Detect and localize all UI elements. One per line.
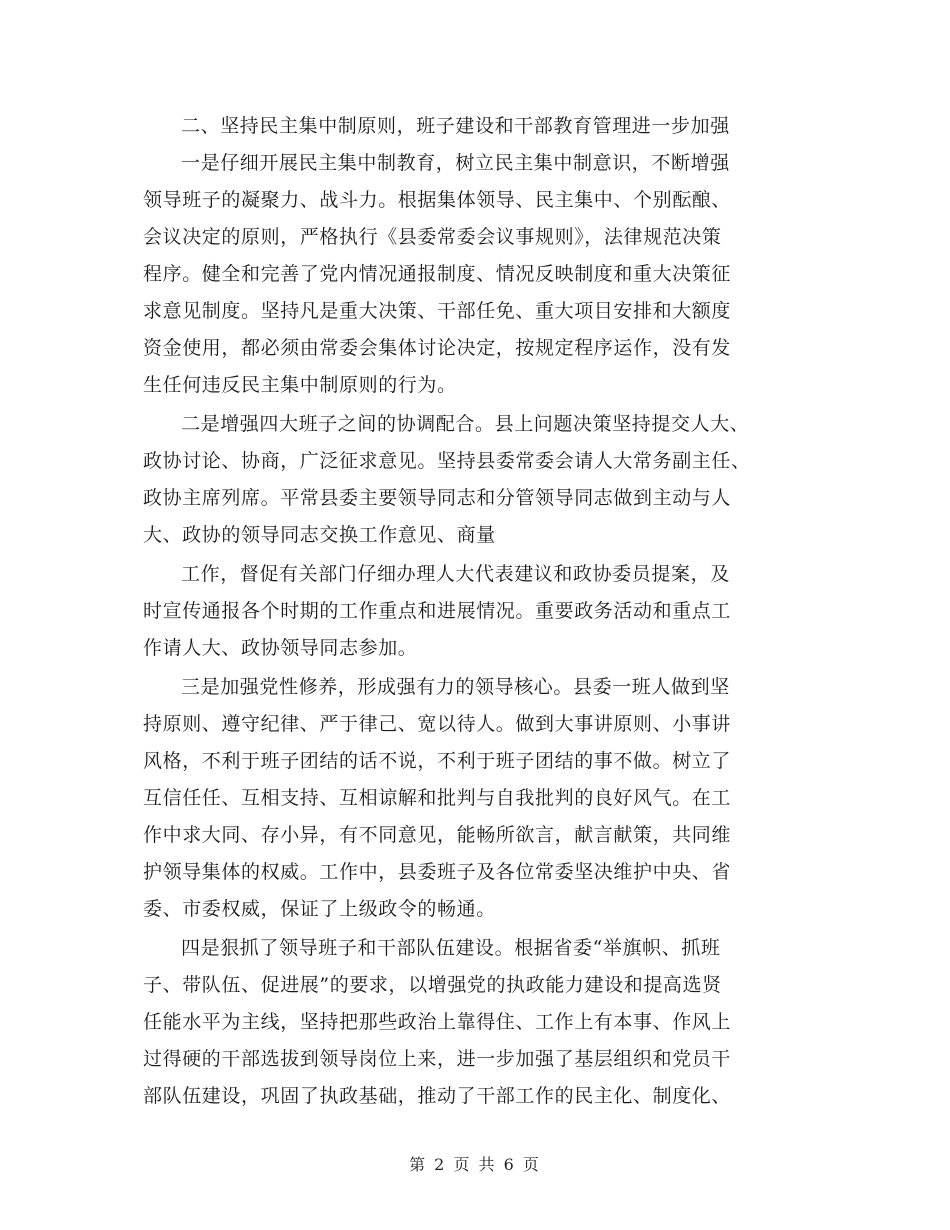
text-line: 过得硬的干部选拔到领导岗位上来，进一步加强了基层组织和党员干 bbox=[143, 1048, 732, 1070]
text-line: 部队伍建设，巩固了执政基础，推动了干部工作的民主化、制度化、 bbox=[143, 1085, 732, 1107]
text-line: 子、带队伍、促进展”的要求，以增强党的执政能力建设和提高选贤 bbox=[143, 974, 722, 996]
text-line: 互信任任、互相支持、互相谅解和批判与自我批判的良好风气。在工 bbox=[143, 787, 732, 809]
paragraph-1 bbox=[143, 145, 811, 404]
text-line: 风格，不利于班子团结的话不说，不利于班子团结的事不做。树立了 bbox=[143, 750, 732, 772]
text-line: 时宣传通报各个时期的工作重点和进展情况。重要政务活动和重点工 bbox=[143, 600, 732, 622]
text-line: 三是加强党性修养，形成强有力的领导核心。县委一班人做到坚 bbox=[181, 676, 730, 698]
text-line: 程序。健全和完善了党内情况通报制度、情况反映制度和重大决策征 bbox=[143, 263, 732, 285]
text-line: 持原则、遵守纪律、严于律己、宽以待人。做到大事讲原则、小事讲 bbox=[143, 713, 732, 735]
section-heading bbox=[143, 108, 811, 145]
text-line: 委、市委权威，保证了上级政令的畅通。 bbox=[143, 898, 496, 920]
text-line: 工作，督促有关部门仔细办理人大代表建议和政协委员提案，及 bbox=[181, 563, 730, 585]
text-line: 作中求大同、存小异，有不同意见，能畅所欲言，献言献策，共同维 bbox=[143, 824, 732, 846]
text-line: 一是仔细开展民主集中制教育，树立民主集中制意识，不断增强 bbox=[181, 152, 730, 174]
text-line: 领导班子的凝聚力、战斗力。根据集体领导、民主集中、个别酝酿、 bbox=[143, 189, 732, 211]
text-line: 任能水平为主线，坚持把那些政治上靠得住、工作上有本事、作风上 bbox=[143, 1011, 732, 1033]
document-body bbox=[143, 108, 811, 1117]
text-line: 生任何违反民主集中制原则的行为。 bbox=[143, 374, 457, 396]
text-line: 会议决定的原则，严格执行《县委常委会议事规则》，法律规范决策 bbox=[143, 226, 722, 248]
text-line: 政协主席列席。平常县委主要领导同志和分管领导同志做到主动与人 bbox=[143, 487, 732, 509]
text-line: 二、坚持民主集中制原则，班子建设和干部教育管理进一步加强 bbox=[181, 115, 730, 137]
text-line: 护领导集体的权威。工作中，县委班子及各位常委坚决维护中央、省 bbox=[143, 861, 732, 883]
text-line: 资金使用，都必须由常委会集体讨论决定，按规定程序运作，没有发 bbox=[143, 337, 732, 359]
paragraph-5 bbox=[143, 930, 811, 1115]
paragraph-4 bbox=[143, 669, 811, 928]
text-line: 二是增强四大班子之间的协调配合。县上问题决策坚持提交人大、 bbox=[181, 413, 750, 435]
paragraph-3 bbox=[143, 556, 811, 667]
text-line: 四是狠抓了领导班子和干部队伍建设。根据省委“举旗帜、抓班 bbox=[181, 937, 721, 959]
text-line: 大、政协的领导同志交换工作意见、商量 bbox=[143, 524, 496, 546]
text-line: 求意见制度。坚持凡是重大决策、干部任免、重大项目安排和大额度 bbox=[143, 300, 732, 322]
text-line: 政协讨论、协商，广泛征求意见。坚持县委常委会请人大常务副主任、 bbox=[143, 450, 751, 472]
paragraph-2 bbox=[143, 406, 811, 554]
text-line: 作请人大、政协领导同志参加。 bbox=[143, 637, 418, 659]
page-number-footer: 第 2 页 共 6 页 bbox=[409, 1155, 541, 1174]
